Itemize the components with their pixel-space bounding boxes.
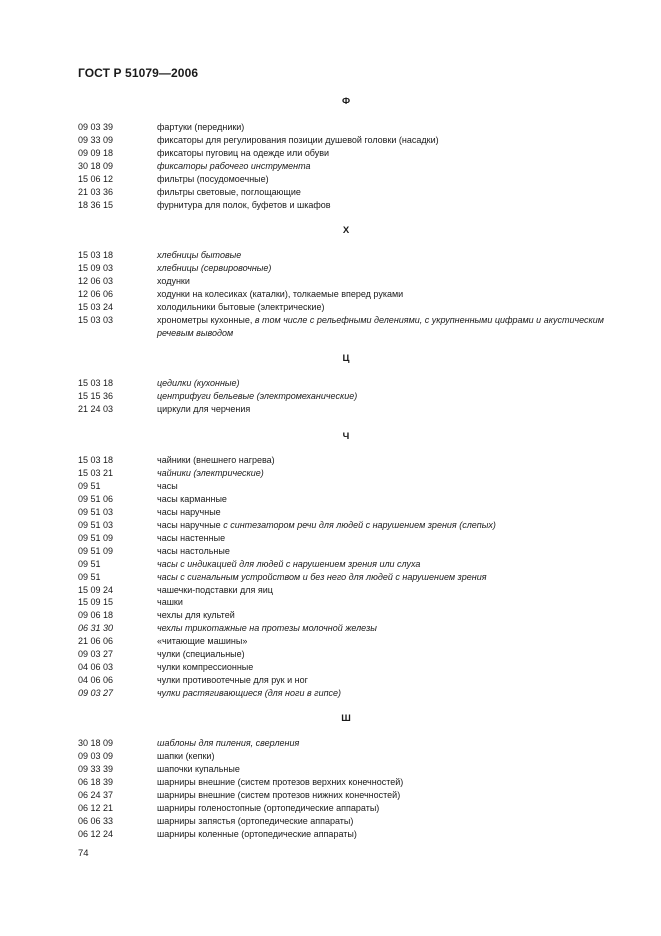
classification-code: 21 24 03 bbox=[78, 403, 114, 414]
index-term: ходунки bbox=[157, 275, 190, 286]
classification-code: 15 09 15 bbox=[78, 597, 114, 608]
classification-code: 09 09 18 bbox=[78, 147, 114, 158]
index-term: чайники (электрические) bbox=[157, 467, 264, 478]
term-text: часы наручные bbox=[157, 519, 224, 530]
index-term: циркули для черчения bbox=[157, 403, 251, 414]
classification-code: 15 03 21 bbox=[78, 467, 114, 478]
classification-code: 09 51 bbox=[78, 480, 101, 491]
section-letter: Х bbox=[342, 225, 350, 236]
classification-code: 09 33 09 bbox=[78, 134, 114, 145]
index-term: «читающие машины» bbox=[157, 636, 248, 647]
classification-code: 06 06 33 bbox=[78, 815, 114, 826]
term-text-italic: в том числе с рельефными делениями, с укрупненными цифрами и акустическим речевым выводом bbox=[157, 314, 604, 338]
classification-code: 09 03 27 bbox=[78, 688, 114, 699]
index-term: чулки (специальные) bbox=[157, 649, 245, 660]
classification-code: 04 06 06 bbox=[78, 675, 114, 686]
index-term: часы bbox=[157, 480, 178, 491]
classification-code: 09 51 09 bbox=[78, 545, 114, 556]
index-term: часы с индикацией для людей с нарушением зрения или слуха bbox=[157, 558, 421, 569]
classification-code: 06 31 30 bbox=[78, 623, 114, 634]
index-term: шарниры коленные (ортопедические аппараты) bbox=[157, 828, 357, 839]
classification-code: 21 06 06 bbox=[78, 636, 114, 647]
index-term: хлебницы бытовые bbox=[157, 250, 242, 260]
classification-code: 21 03 36 bbox=[78, 186, 114, 197]
index-term bbox=[157, 519, 496, 532]
section-letter: Ф bbox=[341, 96, 351, 107]
index-term: чулки растягивающиеся (для ноги в гипсе) bbox=[157, 688, 342, 699]
index-term: чехлы трикотажные на протезы молочной железы bbox=[157, 623, 377, 634]
index-term: шапочки купальные bbox=[157, 763, 240, 774]
classification-code: 09 06 18 bbox=[78, 610, 114, 621]
classification-code: 15 09 24 bbox=[78, 584, 114, 595]
index-term: часы наручные bbox=[157, 506, 221, 517]
index-term: хлебницы (сервировочные) bbox=[157, 262, 272, 273]
classification-code: 12 06 06 bbox=[78, 288, 114, 299]
index-term: часы настенные bbox=[157, 532, 226, 543]
classification-code: 09 51 09 bbox=[78, 532, 114, 543]
index-term: фиксаторы для регулирования позиции душевой головки (насадки) bbox=[157, 134, 439, 145]
classification-code: 15 03 18 bbox=[78, 455, 114, 465]
index-term: центрифуги бельевые (электромеханические) bbox=[157, 390, 358, 401]
section-letter: Ц bbox=[342, 353, 350, 364]
index-term: фиксаторы рабочего инструмента bbox=[157, 160, 311, 171]
index-term: фартуки (передники) bbox=[157, 122, 245, 132]
index-term: шарниры голеностопные (ортопедические аппараты) bbox=[157, 802, 380, 813]
classification-code: 06 12 24 bbox=[78, 828, 114, 839]
term-text-italic: с синтезатором речи для людей с нарушением зрения (слепых) bbox=[223, 519, 496, 530]
page-number: 74 bbox=[78, 848, 89, 859]
classification-code: 09 03 27 bbox=[78, 649, 114, 660]
index-term bbox=[157, 314, 617, 340]
classification-code: 09 51 bbox=[78, 558, 101, 569]
classification-code: 06 24 37 bbox=[78, 789, 114, 800]
classification-code: 15 03 18 bbox=[78, 378, 114, 388]
classification-code: 15 03 24 bbox=[78, 301, 114, 312]
classification-code: 15 06 12 bbox=[78, 173, 114, 184]
classification-code: 06 18 39 bbox=[78, 776, 114, 787]
index-term: чайники (внешнего нагрева) bbox=[157, 455, 275, 465]
index-term: шарниры запястья (ортопедические аппараты) bbox=[157, 815, 354, 826]
index-term: чулки компрессионные bbox=[157, 662, 254, 673]
classification-code: 09 03 09 bbox=[78, 750, 114, 761]
index-term: чашки bbox=[157, 597, 183, 608]
classification-code: 09 51 06 bbox=[78, 493, 114, 504]
index-term: часы с сигнальным устройством и без него для людей с нарушением зрения bbox=[157, 571, 487, 582]
term-text: хронометры кухонные, bbox=[157, 314, 255, 325]
index-term: цедилки (кухонные) bbox=[157, 378, 240, 388]
index-term: чашечки-подставки для яиц bbox=[157, 584, 273, 595]
classification-code: 30 18 09 bbox=[78, 160, 114, 171]
index-term: фильтры световые, поглощающие bbox=[157, 186, 301, 197]
classification-code: 09 51 03 bbox=[78, 519, 114, 530]
classification-code: 30 18 09 bbox=[78, 738, 114, 748]
classification-code: 09 51 bbox=[78, 571, 101, 582]
classification-code: 09 03 39 bbox=[78, 122, 114, 132]
section-letter: Ш bbox=[341, 713, 351, 724]
index-term: шапки (кепки) bbox=[157, 750, 215, 761]
section-letter: Ч bbox=[342, 431, 350, 442]
classification-code: 09 33 39 bbox=[78, 763, 114, 774]
classification-code: 18 36 15 bbox=[78, 199, 114, 210]
index-term: шарниры внешние (систем протезов верхних конечностей) bbox=[157, 776, 404, 787]
classification-code: 04 06 03 bbox=[78, 662, 114, 673]
index-term: фильтры (посудомоечные) bbox=[157, 173, 269, 184]
index-term: чехлы для культей bbox=[157, 610, 235, 621]
index-term: чулки противоотечные для рук и ног bbox=[157, 675, 308, 686]
index-term: фиксаторы пуговиц на одежде или обуви bbox=[157, 147, 330, 158]
classification-code: 15 15 36 bbox=[78, 390, 114, 401]
classification-code: 15 03 03 bbox=[78, 314, 114, 325]
classification-code: 15 09 03 bbox=[78, 262, 114, 273]
index-term: шарниры внешние (систем протезов нижних конечностей) bbox=[157, 789, 401, 800]
document-header: ГОСТ Р 51079—2006 bbox=[78, 66, 199, 80]
classification-code: 09 51 03 bbox=[78, 506, 114, 517]
index-term: часы карманные bbox=[157, 493, 227, 504]
index-term: часы настольные bbox=[157, 545, 230, 556]
index-term: фурнитура для полок, буфетов и шкафов bbox=[157, 199, 331, 210]
index-term: ходунки на колесиках (каталки), толкаемые вперед руками bbox=[157, 288, 404, 299]
classification-code: 15 03 18 bbox=[78, 250, 114, 260]
index-term: холодильники бытовые (электрические) bbox=[157, 301, 325, 312]
classification-code: 06 12 21 bbox=[78, 802, 114, 813]
classification-code: 12 06 03 bbox=[78, 275, 114, 286]
index-term: шаблоны для пиления, сверления bbox=[157, 738, 300, 748]
